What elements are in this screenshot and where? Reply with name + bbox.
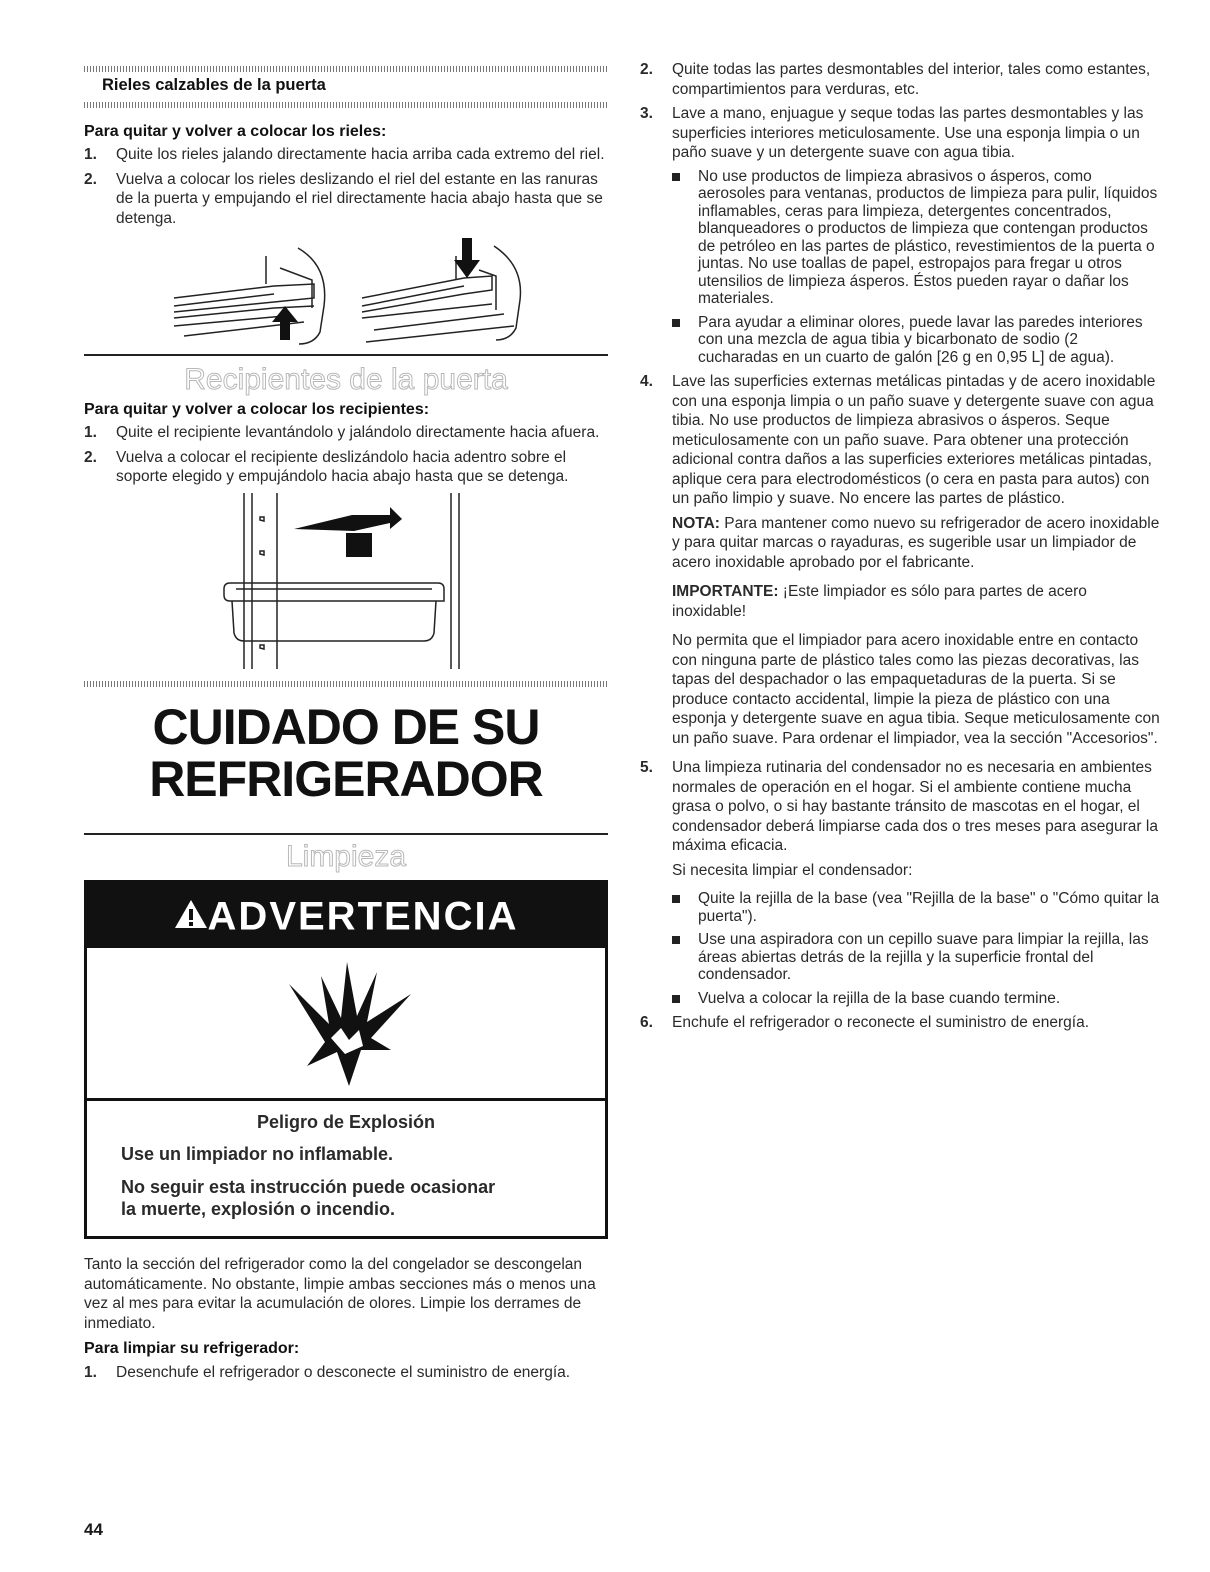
bins-subheading: Para quitar y volver a colocar los recipientes: — [84, 400, 430, 418]
list-item: Quite la rejilla de la base (vea "Rejilla de la base" o "Cómo quitar la puerta"). — [640, 890, 1160, 925]
no-permita-paragraph: No permita que el limpiador para acero inoxidable entre en contacto con ninguna parte de plástico tales como las piezas decorativas, las tapas del despachador o las empaquetaduras de la puerta. Si se produce contacto accidental, limpie la pieza de plástico con una esponja y detergente suave en agua tibia. Seque meticulosamente con un paño suave. Para ordenar el limpiador, vea la sección "Accesorios". — [672, 632, 1160, 747]
left-column — [84, 66, 608, 1387]
intro-paragraph: Tanto la sección del refrigerador como la del congelador se descongelan automáticamente. No obstante, limpie ambas secciones más o menos una vez al mes para evitar la acumulación de olores. Limpie los derrames de inmediato. — [84, 1256, 596, 1332]
hatch-rule — [84, 102, 608, 108]
right-steps-c — [640, 758, 1160, 856]
warning-label: ADVERTENCIA — [207, 894, 519, 939]
list-item: Para ayudar a eliminar olores, puede lavar las paredes interiores con una mezcla de agua tibia y bicarbonato de sodio (2 cucharadas en un cuarto de galón [26 g en 0,95 L] de agua). — [640, 314, 1160, 367]
importante-paragraph: IMPORTANTE: ¡Este limpiador es sólo para partes de acero inoxidable! — [672, 583, 1087, 620]
explosion-panel — [87, 945, 605, 1098]
warning-line2: No seguir esta instrucción puede ocasionar — [121, 1177, 496, 1197]
list-item: 1. Quite los rieles jalando directamente hacia arriba cada extremo del riel. — [84, 146, 605, 163]
hatch-rule — [84, 66, 608, 72]
main-title-line2: REFRIGERADOR — [149, 750, 543, 807]
list-item: No use productos de limpieza abrasivos o ásperos, como aerosoles para ventanas, productos de limpieza para pulir, líquidos inflamables, ceras para limpieza, detergentes concentrados, blanqueadores o productos de limpieza que contengan productos de petróleo en las partes de plástico, revestimientos de la puerta o juntas. No use toallas de papel, estropajos para fregar u otros utensilios de limpieza ásperos. Éstos pueden rayar o dañar los materiales. — [640, 168, 1160, 308]
explosion-icon — [279, 954, 419, 1094]
list-item: 4. Lave las superficies externas metálicas pintadas y de acero inoxidable con una esponja limpia o un paño suave y detergente suave con agua tibia. No use productos de limpieza abrasivos o ásperos. Seque meticulosamente con un paño suave. Para obtener una protección adicional contra daños a las superficies exteriores metálicas pintadas, aplique cera para electrodomésticos (o cera en pasta para autos) con un paño limpio y suave. No encere las partes de plástico. — [640, 373, 1156, 507]
step5-bullets — [640, 890, 1160, 1007]
nota-paragraph: NOTA: Para mantener como nuevo su refrigerador de acero inoxidable y para quitar marcas o rayaduras, es sugerible usar un limpiador de acero inoxidable aprobado por el fabricante. — [672, 514, 1160, 571]
bins-title: Recipientes de la puerta — [184, 363, 508, 396]
warning-line3: la muerte, explosión o incendio. — [121, 1199, 396, 1219]
warning-box — [84, 880, 608, 1239]
rails-illustration — [84, 236, 608, 348]
cleaning-title: Limpieza — [285, 839, 407, 873]
warning-header — [87, 883, 605, 945]
right-steps-b — [640, 372, 1160, 509]
list-item: 3. Lave a mano, enjuague y seque todas las partes desmontables y las superficies interiores meticulosamente. Use una esponja limpia o un paño suave y un detergente suave con agua tibia. — [640, 105, 1144, 161]
right-steps-a — [640, 60, 1160, 163]
rails-subheading: Para quitar y volver a colocar los rieles: — [84, 122, 387, 140]
list-item: 1. Desenchufe el refrigerador o desconecte el suministro de energía. — [84, 1363, 571, 1381]
si-necesita-paragraph: Si necesita limpiar el condensador: — [672, 861, 913, 879]
page-number: 44 — [84, 1520, 103, 1539]
list-item: 6. Enchufe el refrigerador o reconecte el suministro de energía. — [640, 1014, 1090, 1031]
list-item: 2. Vuelva a colocar el recipiente deslizándolo hacia adentro sobre el soporte elegido y empujándolo hacia abajo hasta que se detenga. — [84, 448, 569, 485]
list-item: 2. Vuelva a colocar los rieles deslizando el riel del estante en las ranuras de la puerta y empujando el riel directamente hacia abajo hasta que se detenga. — [84, 170, 603, 227]
bin-illustration — [84, 493, 608, 669]
divider — [84, 833, 608, 835]
main-title-line1: CUIDADO DE SU — [152, 698, 540, 755]
warning-hazard: Peligro de Explosión — [256, 1112, 436, 1132]
list-item: 5. Una limpieza rutinaria del condensador no es necesaria en ambientes normales de operación en el hogar. Si el ambiente contiene mucha grasa o polvo, o si hay bastante tránsito de mascotas en el hogar, el condensador deberá limpiarse cada dos o tres meses para asegurar la máxima eficacia. — [640, 759, 1158, 854]
step3-bullets — [640, 168, 1160, 367]
right-column — [640, 60, 1160, 1038]
divider — [84, 354, 608, 356]
list-item: Vuelva a colocar la rejilla de la base cuando termine. — [640, 990, 1160, 1008]
right-steps-d — [640, 1013, 1160, 1033]
bins-steps — [84, 423, 608, 487]
list-item: 2. Quite todas las partes desmontables del interior, tales como estantes, compartimientos para verduras, etc. — [640, 61, 1151, 98]
list-item: Use una aspiradora con un cepillo suave para limpiar la rejilla, las áreas abiertas detrás de la rejilla y la superficie frontal del condensador. — [640, 931, 1160, 984]
warning-triangle-icon — [174, 885, 208, 947]
list-item: 1. Quite el recipiente levantándolo y jalándolo directamente hacia afuera. — [84, 424, 600, 441]
warning-body — [87, 1098, 605, 1236]
rails-heading: Rieles calzables de la puerta — [102, 76, 326, 94]
clean-steps — [84, 1363, 608, 1383]
hatch-rule — [84, 681, 608, 687]
clean-heading: Para limpiar su refrigerador: — [84, 1340, 300, 1357]
rails-steps — [84, 145, 608, 228]
warning-line1: Use un limpiador no inflamable. — [121, 1143, 394, 1164]
